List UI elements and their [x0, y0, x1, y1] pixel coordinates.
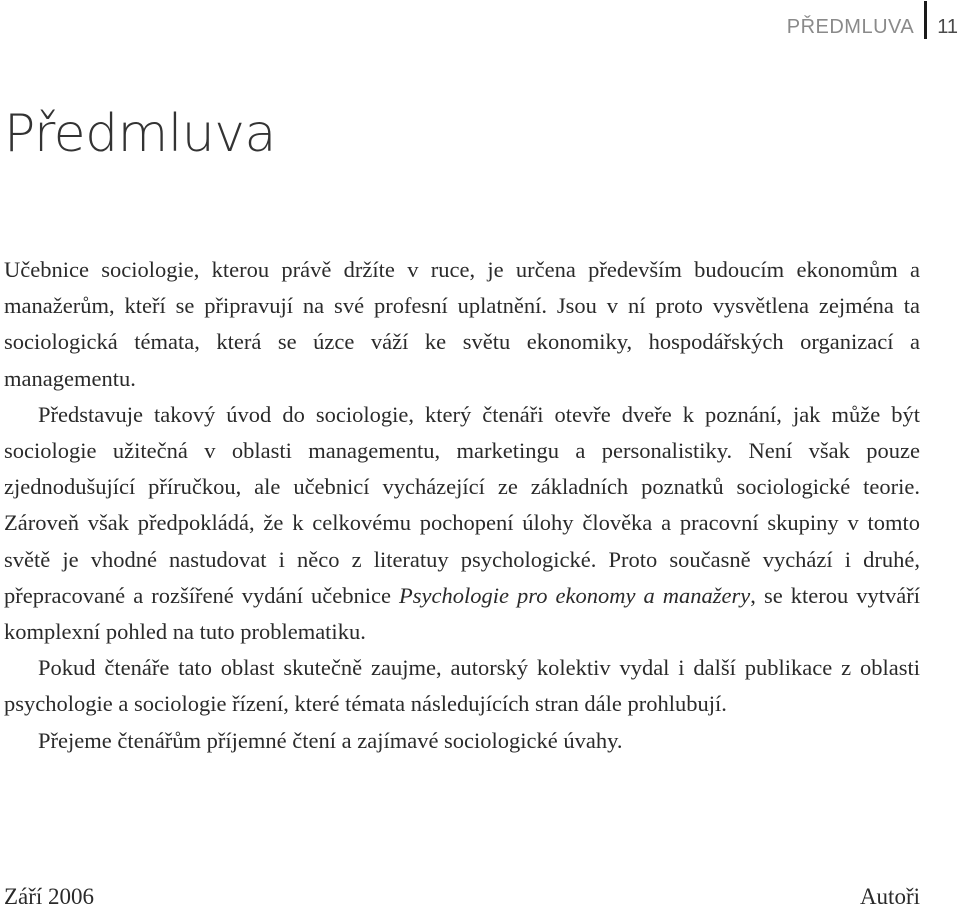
paragraph-3: Pokud čtenáře tato oblast skutečně zaujme, autorský kolektiv vydal i další publikace z oblasti psychologie a sociologie řízení, které témata následujících stran dále prohlubují.	[4, 655, 920, 717]
page-number: 11	[937, 15, 958, 38]
paragraph-2	[4, 397, 920, 650]
running-head-rule	[924, 1, 927, 39]
paragraph-4: Přejeme čtenářům příjemné čtení a zajímavé sociologické úvahy.	[38, 727, 623, 753]
footer-signature: Autoři	[859, 884, 920, 909]
page-title: Předmluva	[4, 104, 276, 164]
body-text	[4, 252, 920, 759]
book-title-italic: Psychologie pro ekonomy a manažery	[399, 582, 751, 608]
paragraph-2-text-before: Představuje takový úvod do sociologie, který čtenáři otevře dveře k poznání, jak může být sociologie užitečná v oblasti managementu, marketingu a personalistiky. Není však pouze zjednodušující příručkou, ale učebnicí vycházející ze základních poznatků sociologické teorie. Zároveň však předpokládá, že k celkovému pochopení úlohy člověka a pracovní skupiny v tomto světě je vhodné nastudovat i něco z literatuy psychologické. Proto současně vychází i druhé, přepracované a rozšířené vydání učebnice	[4, 401, 920, 608]
paragraph-1: Učebnice sociologie, kterou právě držíte v ruce, je určena především budoucím ekonomům a manažerům, kteří se připravují na své profesní uplatnění. Jsou v ní proto vysvětlena zejména ta sociologická témata, která se úzce váží ke světu ekonomiky, hospodářských organizací a managementu.	[4, 257, 920, 391]
paragraph-2-text-after: , se kterou vytváří komplexní pohled na tuto problematiku.	[4, 582, 920, 645]
running-head	[787, 14, 960, 40]
running-head-section: PŘEDMLUVA	[786, 15, 915, 38]
footer	[4, 884, 920, 910]
footer-date: Září 2006	[4, 884, 95, 909]
